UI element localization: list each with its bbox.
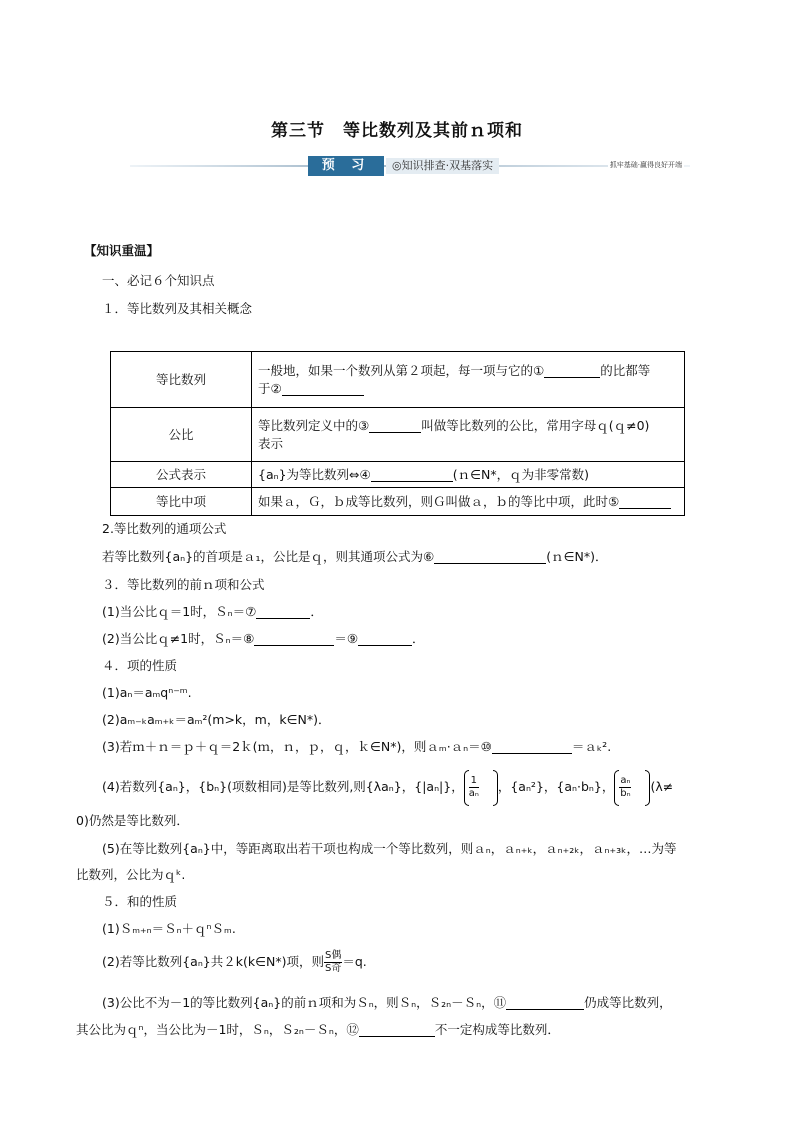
text-segment: (1)当公比ｑ＝1时，Ｓₙ＝⑦ [102,604,257,619]
table-term: 等比中项 [111,488,252,516]
text-segment: (3)若ｍ＋ｎ＝ｐ＋ｑ＝2ｋ(ｍ，ｎ，ｐ，ｑ，ｋ∈N*)，则ａₘ·ａₙ＝⑩ [102,739,492,754]
table-desc-text: 表示 [258,435,284,451]
fill-blank [434,550,546,564]
table-term: 等比数列 [111,352,252,408]
table-desc [252,462,685,488]
item3-line2 [102,630,425,648]
fraction-numerator: aₙ [620,775,631,786]
text-segment: (λ≠ [650,779,674,794]
table-desc [252,408,685,462]
item-heading-2: 2.等比数列的通项公式 [102,521,227,536]
fill-blank [256,605,310,619]
fill-blank [506,996,584,1010]
table-desc [252,352,685,408]
table-term: 公式表示 [111,462,252,488]
text-segment: 仍成等比数列， [584,995,672,1010]
fraction-denominator: bₙ [620,788,631,799]
table-row [111,488,685,516]
item-heading-3: ３．等比数列的前ｎ项和公式 [102,577,265,592]
table-desc [252,488,685,516]
table-desc-text: 等比数列定义中的③ [258,417,370,433]
fill-blank [492,740,572,754]
item3-line1 [102,603,323,621]
table-row [111,408,685,462]
fraction-numerator: 1 [470,775,477,786]
item4-line5: (5)在等比数列{aₙ}中，等距离取出若干项也构成一个等比数列，则ａₙ，ａₙ₊ₖ，ａₙ₊₂ₖ，ａₙ₊₃ₖ，…为等 [102,841,677,856]
item4-line4-cont: 0)仍然是等比数列． [76,813,189,828]
table-term: 公比 [111,408,252,462]
table-desc-text: 于② [258,380,282,396]
item4-line4 [102,768,673,806]
fill-blank [544,364,600,378]
item5-line2 [102,944,367,980]
text-segment: (3)公比不为－1的等比数列{aₙ}的前ｎ项和为Ｓₙ，则Ｓₙ，Ｓ₂ₙ－Ｓₙ，⑪ [102,995,507,1010]
banner-subtitle: ◎知识排查·双基落实 [386,158,499,174]
text-segment: ． [310,604,323,619]
item-heading-1: １．等比数列及其相关概念 [102,301,253,316]
fill-blank [359,1023,435,1037]
item4-line5-cont: 比数列，公比为ｑᵏ. [76,867,186,882]
table-desc-text: (ｎ∈N*，ｑ为非零常数) [452,466,589,482]
fill-blank [282,382,364,396]
fill-blank [254,632,334,646]
page-title: 第三节 等比数列及其前ｎ项和 [271,121,523,141]
fraction [324,950,342,975]
fill-blank [371,468,453,482]
banner-tag: 预 习 [308,156,384,176]
item4-line3 [102,738,611,756]
fraction-numerator: S偶 [324,950,342,961]
table-desc-text: 的比都等 [600,362,651,378]
item5-line3 [102,994,672,1012]
item4-line1: (1)aₙ＝aₘqⁿ⁻ᵐ. [102,685,192,700]
item-heading-4: ４．项的性质 [102,658,178,673]
table-row [111,352,685,408]
section-banner [130,156,690,176]
fraction [469,775,479,800]
text-segment: 不一定构成等比数列． [434,1022,560,1037]
text-segment: ＝ａₖ². [571,739,612,754]
item5-line1: (1)Ｓₘ₊ₙ＝Ｓₙ＋ｑⁿＳₘ. [102,921,236,936]
item5-line3-cont [76,1021,560,1039]
text-segment: 其公比为ｑⁿ，当公比为－1时，Ｓₙ，Ｓ₂ₙ－Ｓₙ，⑫ [76,1022,359,1037]
item4-line2: (2)aₘ₋ₖaₘ₊ₖ＝aₘ²(m>k，m，k∈N*)． [102,712,331,727]
text-segment: ，{aₙ²}，{aₙ·bₙ}， [497,779,615,794]
banner-right-text: 抓牢基础·赢得良好开端 [609,161,682,169]
table-desc-text: 叫做等比数列的公比，常用字母ｑ(ｑ≠0) [421,417,650,433]
table-desc-text: 一般地，如果一个数列从第２项起，每一项与它的① [258,362,545,378]
text-segment: ＝⑨ [334,631,359,646]
fill-blank [369,419,421,433]
fraction-denominator: S奇 [324,963,342,974]
table-desc-text: 如果ａ，Ｇ，ｂ成等比数列，则Ｇ叫做ａ，ｂ的等比中项，此时⑤ [258,493,620,509]
item-heading-5: ５．和的性质 [102,894,178,909]
concept-table [110,351,685,516]
text-segment: 若等比数列{aₙ}的首项是ａ₁，公比是ｑ，则其通项公式为⑥ [102,549,435,564]
fill-blank [358,632,412,646]
text-segment: (2)若等比数列{aₙ}共２k(k∈N*)项，则 [102,954,324,969]
text-segment: ＝q. [342,954,367,969]
part-heading: 一、必记６个知识点 [102,273,215,288]
fill-blank [619,495,671,509]
fraction-denominator: aₙ [468,788,479,799]
text-segment: ． [412,631,425,646]
text-segment: (4)若数列{aₙ}，{bₙ}(项数相同)是等比数列,则{λaₙ}，{|aₙ|}， [102,779,464,794]
item2-text [102,548,608,566]
section-header: 【知识重温】 [84,243,160,258]
table-desc-text: {aₙ}为等比数列⇔④ [258,466,371,482]
text-segment: (ｎ∈N*)． [546,549,608,564]
table-row [111,462,685,488]
text-segment: (2)当公比ｑ≠1时，Ｓₙ＝⑧ [102,631,255,646]
fraction [619,775,631,800]
